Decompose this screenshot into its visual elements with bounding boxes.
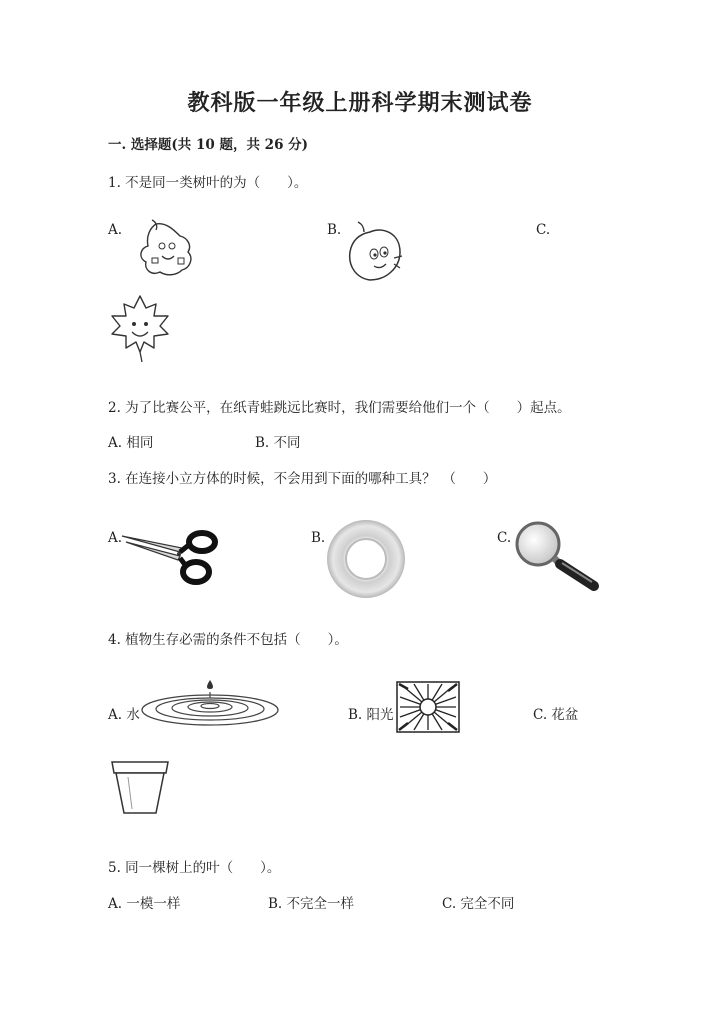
question-3-text: 3. 在连接小立方体的时候，不会用到下面的哪种工具？ （ ） — [108, 471, 497, 487]
question-5-text: 5. 同一棵树上的叶（ ）。 — [108, 860, 281, 876]
maple-leaf-face-icon — [108, 294, 172, 364]
question-2-text: 2. 为了比赛公平，在纸青蛙跳远比赛时，我们需要给他们一个（ ）起点。 — [108, 400, 571, 416]
round-leaf-face-icon — [340, 218, 408, 286]
q3-option-b-label[interactable]: B. — [311, 530, 326, 546]
q1-option-a-label[interactable]: A. — [108, 222, 123, 238]
q2-option-b[interactable]: B. 不同 — [255, 435, 301, 451]
oak-leaf-face-icon — [126, 218, 198, 280]
tape-roll-icon — [326, 519, 406, 599]
water-ripple-icon — [140, 676, 280, 728]
q2-option-a[interactable]: A. 相同 — [108, 435, 154, 451]
q3-option-a-label[interactable]: A. — [108, 530, 123, 546]
q1-option-b-label[interactable]: B. — [327, 222, 342, 238]
flower-pot-icon — [110, 759, 170, 815]
q5-option-c[interactable]: C. 完全不同 — [442, 896, 515, 912]
question-1-text: 1. 不是同一类树叶的为（ ）。 — [108, 175, 308, 191]
q5-option-b[interactable]: B. 不完全一样 — [268, 896, 355, 912]
q1-option-c-label[interactable]: C. — [536, 222, 551, 238]
page-title: 教科版一年级上册科学期末测试卷 — [187, 90, 533, 116]
question-4-text: 4. 植物生存必需的条件不包括（ ）。 — [108, 632, 348, 648]
q4-option-b[interactable]: B. 阳光 — [348, 707, 394, 723]
scissors-icon — [120, 526, 220, 588]
q5-option-a[interactable]: A. 一模一样 — [108, 896, 181, 912]
q4-option-a[interactable]: A. 水 — [108, 707, 140, 723]
section-heading: 一. 选择题(共 10 题，共 26 分) — [108, 137, 309, 153]
q4-option-c[interactable]: C. 花盆 — [533, 707, 579, 723]
magnifying-glass-icon — [514, 520, 600, 592]
q3-option-c-label[interactable]: C. — [497, 530, 512, 546]
sunlight-icon — [396, 681, 460, 733]
